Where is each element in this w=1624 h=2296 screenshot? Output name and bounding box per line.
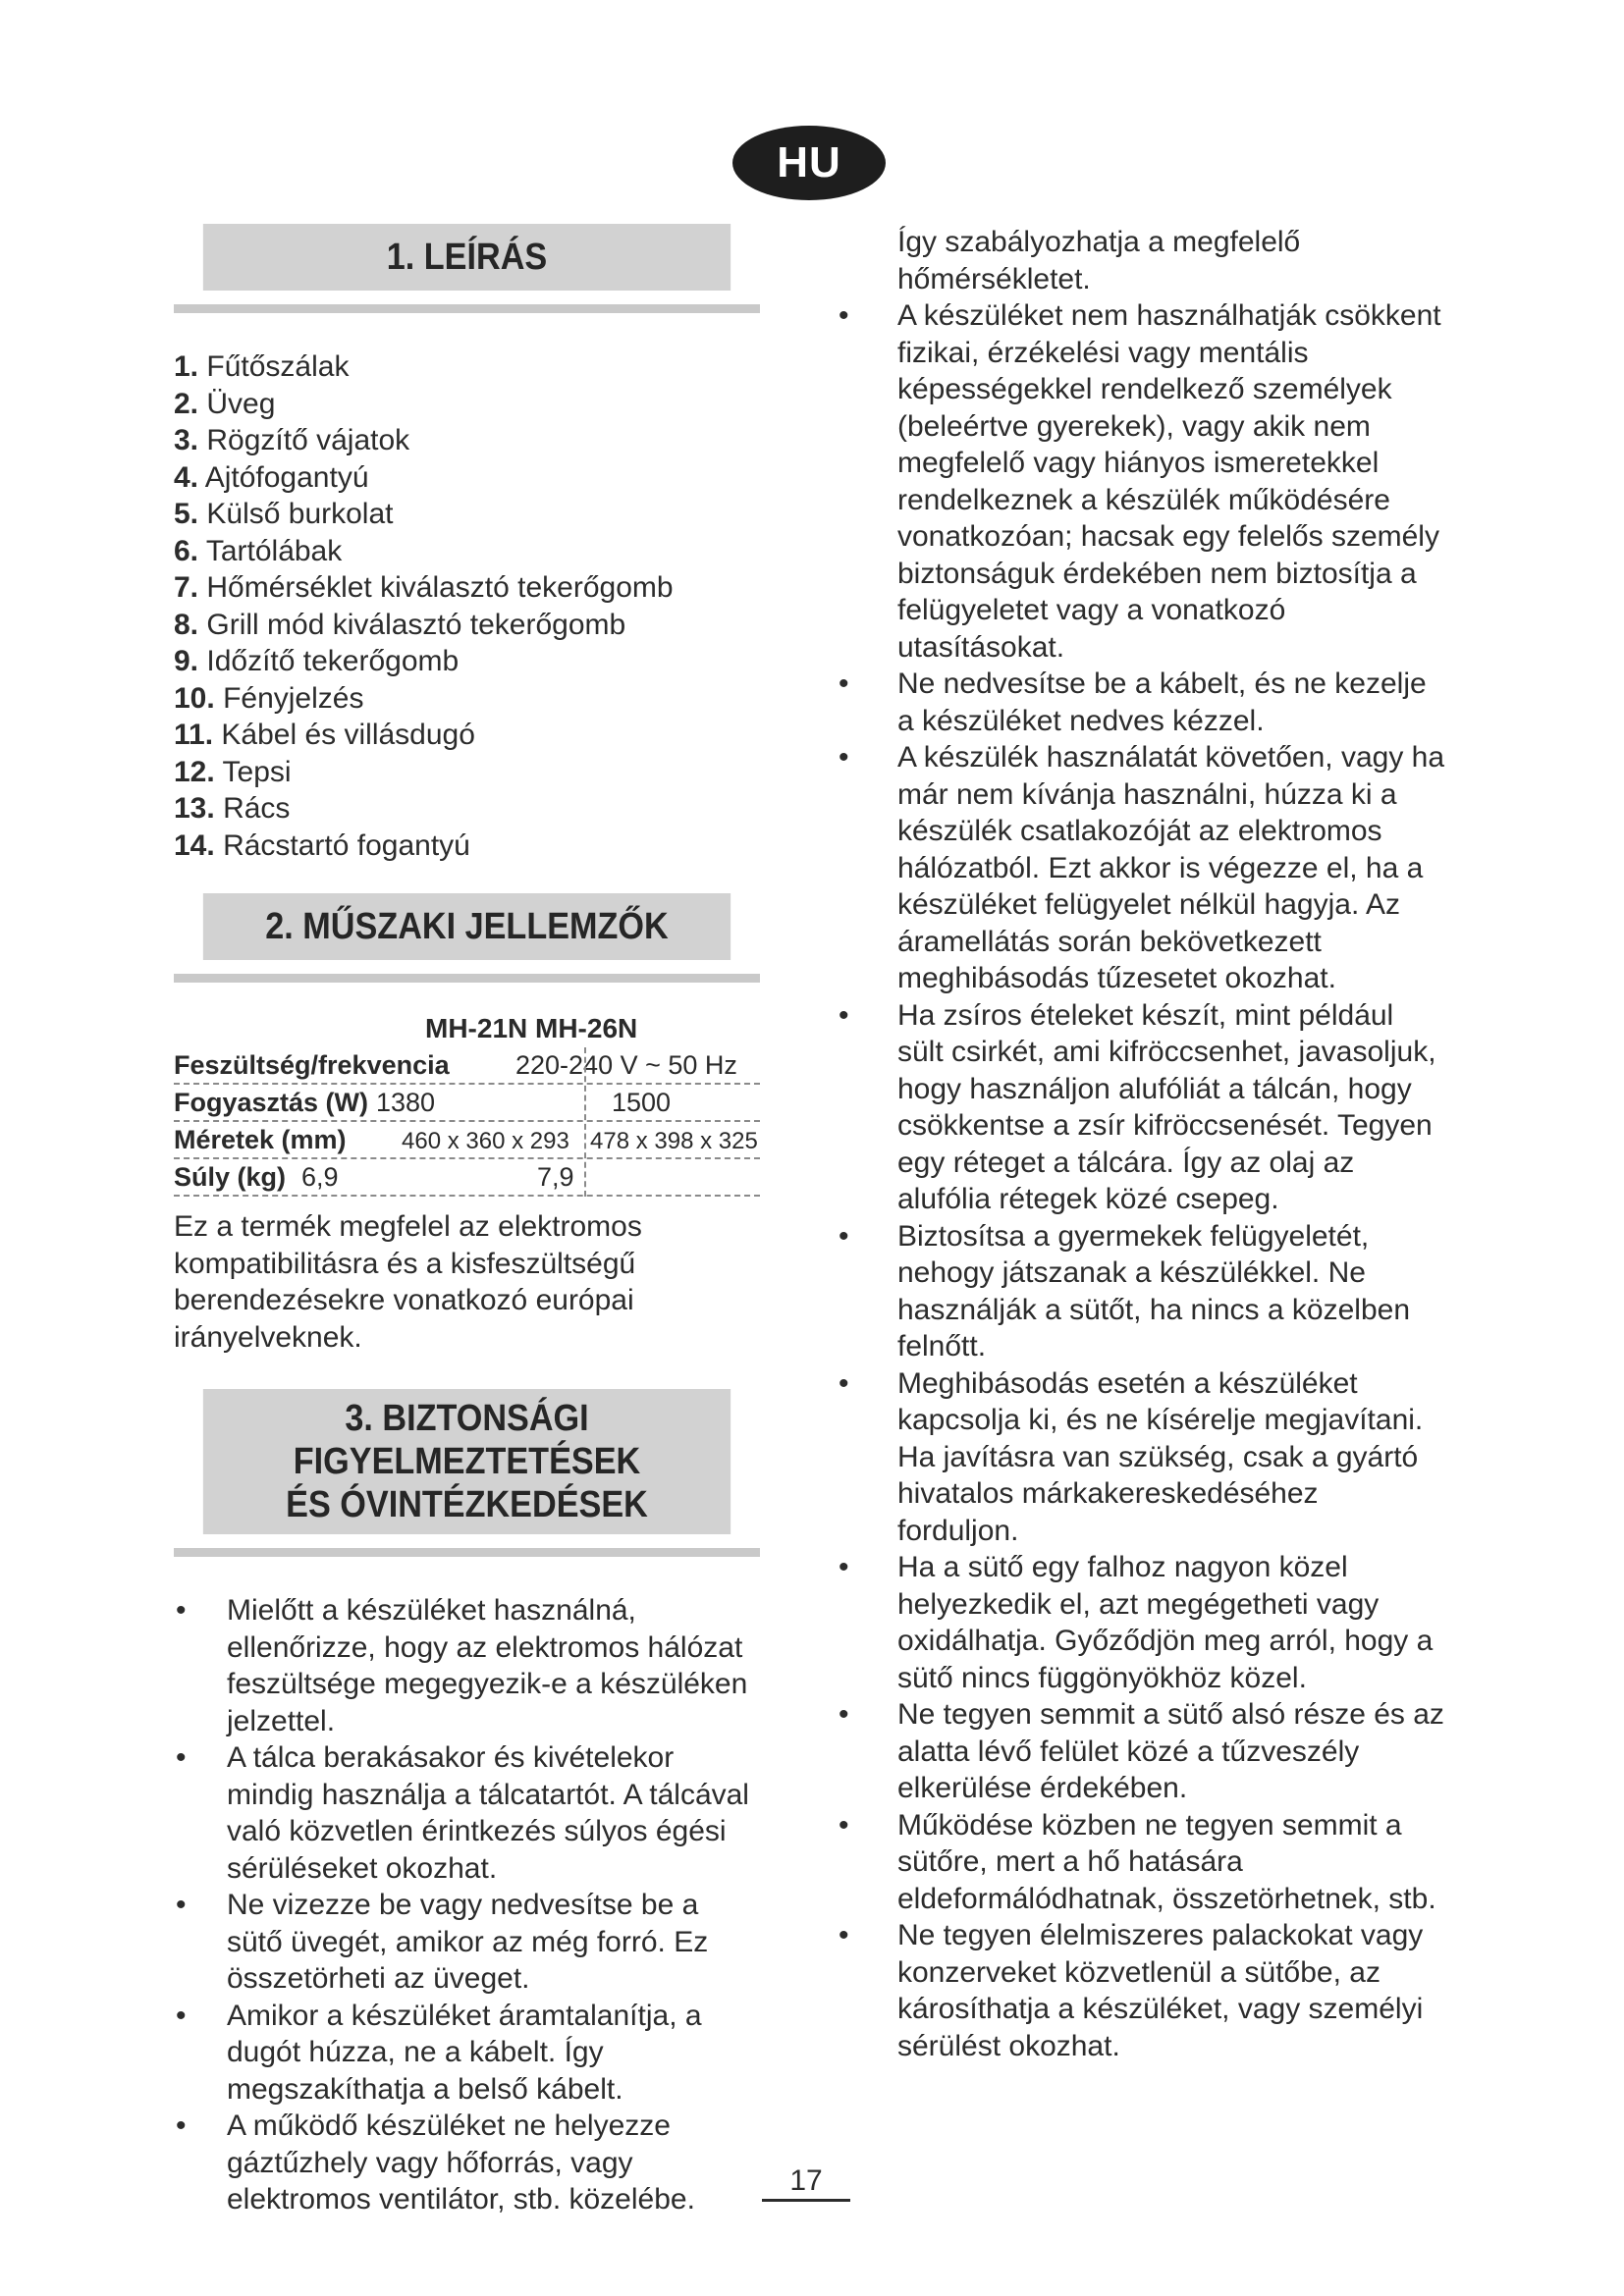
spec-label-dimensions: Méretek (mm) [174, 1125, 347, 1154]
list-item-number: 10. [174, 681, 215, 715]
page-number: 17 [762, 2163, 850, 2202]
list-item [837, 997, 1445, 1218]
safety-list-left [174, 1592, 760, 2218]
compliance-note: Ez a termék megfelel az elektromos kompatibilitásra és a kisfeszültségű berendezésekre vonatkozó európai irányelveknek. [174, 1210, 642, 1354]
list-item [174, 1592, 760, 1739]
list-item-text: Rács [223, 792, 291, 825]
list-item-text: Tartólábak [205, 534, 343, 567]
spec-value-power-mh26n: 1500 [612, 1088, 672, 1117]
list-item-number: 2. [174, 387, 199, 420]
bullet-text: A tálca berakásakor és kivételekor mindig használja a tálcatartót. A tálcával való közvetlen érintkezés súlyos égési sérüléseket okozhat. [227, 1741, 749, 1885]
section3-title-line1: 3. BIZTONSÁGI FIGYELMEZTETÉSEK [293, 1398, 641, 1482]
list-item [837, 1218, 1445, 1365]
list-item-number: 4. [174, 460, 199, 494]
list-item-text: Kábel és villásdugó [221, 719, 475, 751]
list-item-number: 3. [174, 424, 199, 456]
list-item [837, 1549, 1445, 1696]
list-item-text: Fűtőszálak [206, 350, 350, 383]
section2-title: 2. MŰSZAKI JELLEMZŐK [203, 893, 731, 960]
safety-list-right [837, 297, 1445, 2064]
list-item [174, 790, 760, 828]
bullet-text: Meghibásodás esetén a készüléket kapcsolja ki, és ne kísérelje megjavítani. Ha javításra van szükség, csak a gyártó hivatalos márkakereskedéséhez forduljon. [897, 1366, 1424, 1547]
bullet-text: Amikor a készüléket áramtalanítja, a dugót húzza, ne a kábelt. Így megszakíthatja a belső kábelt. [227, 1999, 702, 2106]
section1-title: 1. LEÍRÁS [203, 224, 731, 291]
list-item-number: 1. [174, 350, 199, 383]
list-item-number: 6. [174, 534, 199, 567]
spec-value-dimensions-mh26n: 478 x 398 x 325 [590, 1128, 758, 1154]
list-item-text: Üveg [206, 387, 276, 420]
spec-row-power [174, 1085, 760, 1122]
list-item [174, 643, 760, 680]
list-item-text: Rögzítő vájatok [206, 424, 410, 456]
section2-divider [174, 974, 760, 983]
section3-title [203, 1389, 731, 1534]
list-item [174, 1739, 760, 1887]
list-item [837, 297, 1445, 666]
bullet-text: Ha zsíros ételeket készít, mint például sült csirkét, ami kifröccsenhet, javasoljuk, hogy használjon alufóliát a tálcán, hogy csökkentse a zsír kifröccsenését. Tegyen egy réteget a tálcára. Így az olaj az alufólia rétegek közé csepeg. [897, 998, 1436, 1215]
bullet-text: Ne tegyen semmit a sütő alsó része és az alatta lévő felület közé a tűzveszély elkerülése érdekében. [897, 1698, 1444, 1804]
bullet-text: Ne tegyen élelmiszeres palackokat vagy konzerveket közvetlenül a sütőbe, az károsíthatja a készüléket, vagy személyi sérülést okozhat. [897, 1919, 1424, 2062]
list-item [837, 1807, 1445, 1918]
list-item [174, 1998, 760, 2109]
spec-label-voltage: Feszültség/frekvencia [174, 1050, 450, 1080]
list-item [174, 386, 760, 423]
section1-divider [174, 304, 760, 313]
list-item [837, 1365, 1445, 1550]
spec-label-power: Fogyasztás (W) [174, 1088, 369, 1117]
list-item [837, 666, 1445, 739]
list-item [174, 607, 760, 644]
spec-column-separator [584, 1047, 586, 1197]
list-item-text: Tepsi [222, 755, 292, 788]
list-item [174, 496, 760, 533]
spec-value-weight-mh26n: 7,9 [537, 1162, 574, 1192]
spec-models: MH-21N MH-26N [425, 1013, 638, 1043]
section3-divider [174, 1548, 760, 1557]
list-item-number: 12. [174, 755, 215, 788]
list-item-text: Hőmérséklet kiválasztó tekerőgomb [206, 571, 674, 604]
bullet-text: Ne vizezze be vagy nedvesítse be a sütő üvegét, amikor az még forró. Ez összetörheti az üveget. [227, 1889, 709, 1995]
spec-label-weight: Súly (kg) [174, 1162, 287, 1192]
bullet-text: Mielőtt a készüléket használná, ellenőrizze, hogy az elektromos hálózat feszültsége megegyezik-e a készüléken jelzettel. [227, 1594, 748, 1737]
bullet-text: A készüléket nem használhatják csökkent fizikai, érzékelési vagy mentális képességekkel rendelkező személyek (beleértve gyerekek), vagy akik nem megfelelő vagy hiányos ismeretekkel rendelkeznek a készülék működésére vonatkozóan; hacsak egy felelős személy biztonságuk érdekében nem biztosítja a felügyeletet vagy a vonatkozó utasításokat. [897, 299, 1441, 664]
parts-list [174, 348, 760, 864]
list-item [837, 739, 1445, 997]
section1-heading-block [174, 224, 760, 313]
list-item-number: 5. [174, 498, 199, 530]
list-item [174, 348, 760, 386]
list-item-number: 7. [174, 571, 199, 604]
list-item [174, 422, 760, 459]
list-item [837, 1917, 1445, 2064]
list-item [174, 828, 760, 865]
list-item [174, 569, 760, 607]
bullet-text: A működő készüléket ne helyezze gáztűzhely vagy hőforrás, vagy elektromos ventilátor, stb. közelébe. [227, 2109, 695, 2216]
list-item-text: Grill mód kiválasztó tekerőgomb [206, 608, 626, 641]
list-item-text: Fényjelzés [223, 681, 364, 715]
bullet-text: Ha a sütő egy falhoz nagyon közel helyezkedik el, azt megégetheti vagy oxidálhatja. Győződjön meg arról, hogy a sütő nincs függönyökhöz közel. [897, 1551, 1434, 1694]
list-item [174, 459, 760, 497]
continuation-text: Így szabályozhatja a megfelelő hőmérsékletet. [897, 226, 1301, 295]
list-item [837, 1696, 1445, 1807]
left-column [174, 224, 760, 2218]
language-badge: HU [732, 126, 886, 200]
right-column [837, 224, 1445, 2064]
spec-row-dimensions [174, 1122, 760, 1159]
section3-title-line2: ÉS ÓVINTÉZKEDÉSEK [286, 1484, 648, 1525]
list-item [174, 680, 760, 718]
spec-value-dimensions-mh21n: 460 x 360 x 293 [402, 1128, 569, 1154]
bullet-text: A készülék használatát követően, vagy ha már nem kívánja használni, húzza ki a készülék csatlakozóját az elektromos hálózatból. Ezt akkor is végezze el, ha a készüléket felügyelet nélkül hagyja. Az áramellátás során bekövetkezett meghibásodás tűzesetet okozhat. [897, 741, 1445, 994]
spec-table [174, 1010, 760, 1197]
spec-value-power-mh21n: 1380 [376, 1088, 436, 1117]
list-item [174, 754, 760, 791]
list-item-text: Ajtófogantyú [204, 460, 369, 494]
spec-value-voltage: 220-240 V ~ 50 Hz [515, 1050, 737, 1080]
section3-heading-block [174, 1389, 760, 1557]
list-item [174, 2108, 760, 2218]
spec-value-weight-mh21n: 6,9 [301, 1162, 339, 1192]
list-item-number: 13. [174, 792, 215, 825]
section2-heading-block [174, 893, 760, 983]
list-item-number: 8. [174, 608, 199, 641]
list-item [174, 1887, 760, 1998]
spec-row-weight [174, 1159, 760, 1197]
list-item [174, 533, 760, 570]
bullet-text: Ne nedvesítse be a kábelt, és ne kezelje a készüléket nedves kézzel. [897, 667, 1427, 737]
list-item-text: Időzítő tekerőgomb [206, 645, 460, 677]
list-item-number: 9. [174, 645, 199, 677]
bullet-text: Működése közben ne tegyen semmit a sütőre, mert a hő hatására eldeformálódhatnak, összetörhetnek, stb. [897, 1808, 1436, 1915]
list-item-number: 11. [174, 719, 214, 751]
spec-row-voltage [174, 1047, 760, 1085]
list-item [174, 717, 760, 754]
list-item-text: Rácstartó fogantyú [223, 828, 470, 862]
list-item-text: Külső burkolat [206, 498, 394, 530]
bullet-text: Biztosítsa a gyermekek felügyeletét, nehogy játszanak a készülékkel. Ne használják a sütőt, ha nincs a közelben felnőtt. [897, 1219, 1410, 1362]
list-item-number: 14. [174, 828, 215, 862]
